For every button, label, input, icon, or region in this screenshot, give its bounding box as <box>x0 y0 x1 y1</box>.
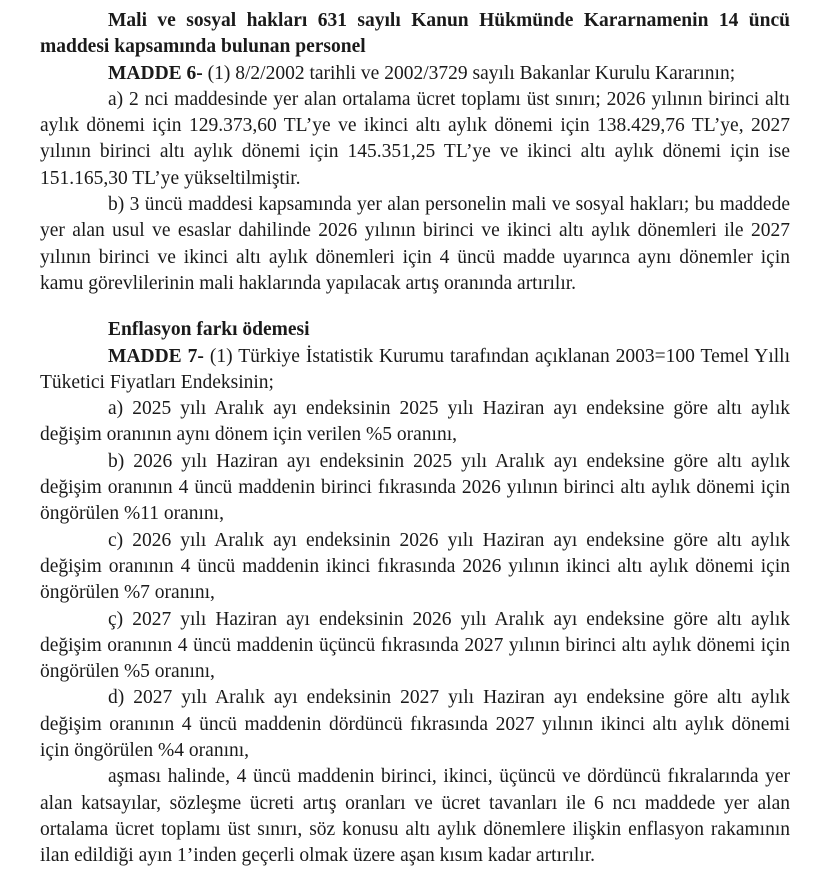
article-7-intro <box>40 344 790 397</box>
article-7-intro-text: (1) Türkiye İstatistik Kurumu tarafından açıklanan 2003=100 Temel Yıllı Tüketici Fiyatları Endeksinin; <box>40 345 790 393</box>
section-divider <box>40 297 790 317</box>
article-7-label: MADDE 7- <box>108 345 204 367</box>
article-6-clause-b: b) 3 üncü maddesi kapsamında yer alan personelin mali ve sosyal hakları; bu maddede yer alan usul ve esaslar dahilinde 2026 yılının birinci ve ikinci altı aylık dönemleri ile 2027 yılının birinci ve ikinci altı aylık dönemleri için 4 üncü madde uyarınca aynı dönemler için kamu görevlilerinin mali haklarında yapılacak artış oranında artırılır. <box>40 194 790 294</box>
article-7-clause-a: a) 2025 yılı Aralık ayı endeksinin 2025 yılı Haziran ayı endeksine göre altı aylık değişim oranının aynı dönem için verilen %5 oranını, <box>40 398 790 446</box>
article-7-clause-c: c) 2026 yılı Aralık ayı endeksinin 2026 yılı Haziran ayı endeksine göre altı aylık değişim oranının 4 üncü maddenin ikinci fıkrasında 2026 yılının ikinci altı aylık dönemi için öngörülen %7 oranını, <box>40 529 790 604</box>
section-7-heading: Enflasyon farkı ödemesi <box>108 319 310 341</box>
document-body <box>40 8 790 870</box>
article-7-clause-b: b) 2026 yılı Haziran ayı endeksinin 2025 yılı Aralık ayı endeksine göre altı aylık değişim oranının 4 üncü maddenin birinci fıkrasında 2026 yılının birinci altı aylık dönemi için öngörülen %11 oranını, <box>40 450 790 525</box>
article-7-clause-c-cedilla: ç) 2027 yılı Haziran ayı endeksinin 2026 yılı Aralık ayı endeksine göre altı aylık değişim oranının 4 üncü maddenin üçüncü fıkrasında 2027 yılının birinci altı aylık dönemi için öngörülen %5 oranını, <box>40 608 790 683</box>
article-6-intro-text: (1) 8/2/2002 tarihli ve 2002/3729 sayılı Bakanlar Kurulu Kararının; <box>202 62 736 84</box>
article-6-clause-a: a) 2 nci maddesinde yer alan ortalama ücret toplamı üst sınırı; 2026 yılının birinci altı aylık dönemi için 129.373,60 TL’ye ve ikinci altı aylık dönemi için 138.429,76 TL’ye, 2027 yılının birinci altı aylık dönemi için 145.351,25 TL’ye ve ikinci altı aylık dönemi için ise 151.165,30 TL’ye yükseltilmiştir. <box>40 88 790 189</box>
article-7-clause-d: d) 2027 yılı Aralık ayı endeksinin 2027 yılı Haziran ayı endeksine göre altı aylık değişim oranının 4 üncü maddenin dördüncü fıkrasında 2027 yılının ikinci altı aylık dönemi için öngörülen %4 oranını, <box>40 687 790 762</box>
article-6-label: MADDE 6- <box>108 62 203 84</box>
article-7-closing-paragraph: aşması halinde, 4 üncü maddenin birinci, ikinci, üçüncü ve dördüncü fıkralarında yer alan katsayılar, sözleşme ücreti artış oranları ve ücret tavanları ile 6 ncı maddede yer alan ortalama ücret toplamı üst sınırı, söz konusu altı aylık dönemlere ilişkin enflasyon rakamının ilan edildiği ayın 1’inden geçerli olmak üzere aşan kısım kadar artırılır. <box>40 766 790 867</box>
article-6-intro <box>40 61 790 87</box>
section-6-heading: Mali ve sosyal hakları 631 sayılı Kanun Hükmünde Kararnamenin 14 üncü maddesi kapsamında bulunan personel <box>40 10 790 58</box>
